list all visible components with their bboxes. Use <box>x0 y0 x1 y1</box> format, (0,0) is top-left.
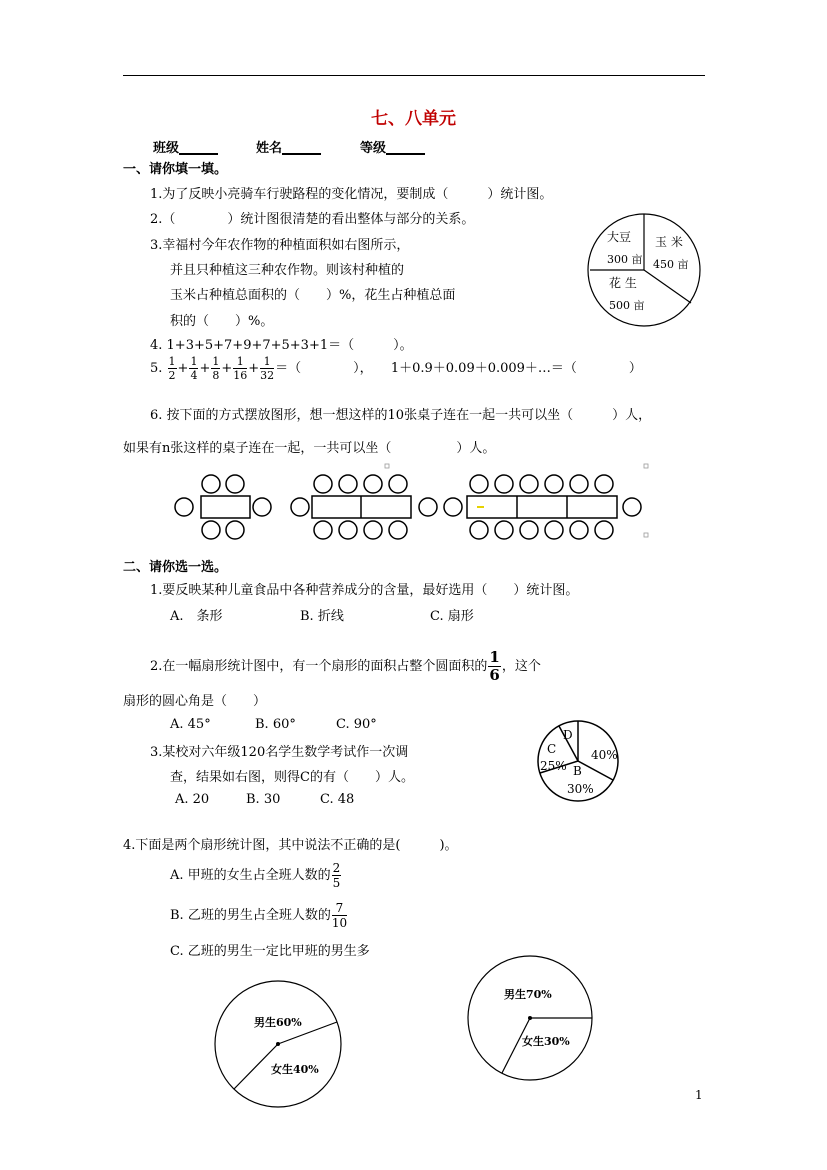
table-group-2 <box>291 475 437 539</box>
s1-question-3-line1: 3.幸福村今年农作物的种植面积如右图所示， <box>150 238 410 253</box>
crop-soybean-name: 大豆 <box>607 230 632 244</box>
q5-frac-2-num: 1 <box>190 355 198 368</box>
header-rule <box>123 75 705 76</box>
q5-frac-3-num: 1 <box>212 355 220 368</box>
grade-label: 等级 <box>360 141 387 156</box>
s2-question-2-line2: 扇形的圆心角是（ ） <box>123 694 267 709</box>
table-group-3 <box>444 475 641 539</box>
s2-q4-a-fraction <box>332 862 342 889</box>
crop-corn-area: 450 亩 <box>653 258 689 271</box>
class-b-boys-label: 男生70% <box>504 988 552 1001</box>
q5-frac-5-num: 1 <box>260 356 274 369</box>
grade-pie-c-pct: 25% <box>540 759 567 773</box>
s2-q4-option-c: C. 乙班的男生一定比甲班的男生多 <box>170 944 370 959</box>
q5-frac-1 <box>168 356 177 381</box>
s2-q2-text-end: ，这个 <box>501 659 541 674</box>
crop-corn-name: 玉 米 <box>655 235 683 249</box>
tables-diagram <box>170 462 660 542</box>
s2-q4-a-text: A. 甲班的女生占全班人数的 <box>170 868 331 883</box>
q5-plus-4: + <box>248 361 260 376</box>
resize-handle <box>385 464 389 468</box>
s2-q2-fraction <box>488 650 500 683</box>
s2-q2-option-b: B. 60° <box>255 717 296 732</box>
crop-soybean-area: 300 亩 <box>607 253 643 266</box>
grade-pie-c-label: C <box>547 742 557 756</box>
grade-pie-d-label: D <box>563 728 573 742</box>
q5-mid: ＝（ ）， <box>275 361 373 376</box>
s2-question-3-line2: 查，结果如右图，则得C的有（ ）人。 <box>170 770 414 785</box>
name-blank: ______ <box>282 141 322 156</box>
class-field <box>153 137 218 156</box>
grade-pie-b-label: B <box>573 764 582 778</box>
crop-peanut-name: 花 生 <box>609 276 637 290</box>
grade-blank: ______ <box>386 141 426 156</box>
s2-q3-option-a: A. 20 <box>175 792 210 807</box>
class-blank: ______ <box>179 141 219 156</box>
class-a-pie-center <box>276 1042 280 1046</box>
page-number: 1 <box>695 1088 703 1102</box>
s2-q4-a-num: 2 <box>332 861 341 875</box>
s1-question-3-line4: 积的（ ）%。 <box>170 314 274 329</box>
crop-pie-chart <box>585 208 705 332</box>
class-a-boys-label: 男生60% <box>254 1016 302 1029</box>
page-title: 七、八单元 <box>371 109 456 129</box>
q5-frac-4-den: 16 <box>233 369 248 382</box>
s1-question-3-line3: 玉米占种植总面积的（ ）%，花生占种植总面 <box>170 288 456 303</box>
s2-q4-b-text: B. 乙班的男生占全班人数的 <box>170 908 331 923</box>
s2-q4-b-num: 7 <box>332 902 347 916</box>
q5-frac-5 <box>260 356 274 381</box>
class-b-pie-center <box>528 1016 532 1020</box>
s2-q4-a-den: 5 <box>332 876 341 890</box>
class-a-pie-chart <box>212 976 348 1112</box>
grade-pie-a-pct: 40% <box>591 748 618 762</box>
q5-prefix: 5. <box>150 361 163 376</box>
s2-q1-option-b: B. 折线 <box>300 609 344 624</box>
s2-q4-b-den: 10 <box>331 916 348 930</box>
table-group-1 <box>175 475 271 539</box>
q5-frac-2-den: 4 <box>190 369 198 382</box>
s2-q2-option-c: C. 90° <box>336 717 377 732</box>
grade-pie-chart <box>533 718 623 804</box>
s1-question-3-line2: 并且只种植这三种农作物。则该村种植的 <box>170 263 405 278</box>
s1-question-6-line1: 6. 按下面的方式摆放图形，想一想这样的10张桌子连在一起一共可以坐（ ）人， <box>150 408 652 423</box>
q5-frac-5-den: 32 <box>260 369 275 382</box>
s2-q4-option-a <box>170 862 342 889</box>
s2-q4-b-fraction <box>332 902 347 929</box>
resize-handle <box>644 533 648 537</box>
s1-question-2: 2.（ ）统计图很清楚的看出整体与部分的关系。 <box>150 212 475 227</box>
section1-heading: 一、请你填一填。 <box>123 162 228 177</box>
q5-frac-1-den: 2 <box>168 369 176 382</box>
crop-peanut-area: 500 亩 <box>609 299 645 312</box>
s2-question-3-line1: 3.某校对六年级120名学生数学考试作一次调 <box>150 745 409 760</box>
section2-heading: 二、请你选一选。 <box>123 560 228 575</box>
s2-question-2-line1 <box>150 650 541 683</box>
q5-frac-3-den: 8 <box>212 369 220 382</box>
s2-q2-text: 2.在一幅扇形统计图中，有一个扇形的面积占整个圆面积的 <box>150 659 488 674</box>
s1-question-1: 1.为了反映小亮骑车行驶路程的变化情况，要制成（ ）统计图。 <box>150 187 553 202</box>
s1-question-4: 4. 1+3+5+7+9+7+5+3+1＝（ ）。 <box>150 338 413 353</box>
q5-plus-3: + <box>221 361 233 376</box>
q5-frac-2 <box>189 356 198 381</box>
grade-field <box>360 137 425 156</box>
q5-frac-1-num: 1 <box>168 355 176 368</box>
q5-second: 1＋0.9＋0.09＋0.009＋…＝（ ） <box>390 361 642 376</box>
q5-frac-4 <box>233 356 247 381</box>
s2-q3-option-c: C. 48 <box>320 792 355 807</box>
s2-q2-frac-num: 1 <box>489 648 500 666</box>
class-b-girls-label: 女生30% <box>522 1035 570 1048</box>
q5-frac-4-num: 1 <box>233 356 247 369</box>
q5-frac-3 <box>211 356 220 381</box>
name-label: 姓名 <box>256 141 283 156</box>
name-field <box>256 137 321 156</box>
s1-question-5 <box>150 356 642 381</box>
class-label: 班级 <box>153 141 180 156</box>
s2-q2-option-a: A. 45° <box>170 717 211 732</box>
s2-q4-option-b <box>170 902 348 929</box>
q5-plus-1: + <box>177 361 189 376</box>
q5-plus-2: + <box>199 361 211 376</box>
s2-q3-option-b: B. 30 <box>246 792 281 807</box>
grade-pie-b-pct: 30% <box>567 782 594 796</box>
s2-q2-frac-den: 6 <box>489 666 500 684</box>
class-a-girls-label: 女生40% <box>271 1063 319 1076</box>
s2-question-4: 4.下面是两个扇形统计图，其中说法不正确的是( )。 <box>123 838 458 853</box>
s2-q1-option-c: C. 扇形 <box>430 609 474 624</box>
s2-question-1: 1.要反映某种儿童食品中各种营养成分的含量，最好选用（ ）统计图。 <box>150 583 579 598</box>
s1-question-6-line2: 如果有n张这样的桌子连在一起，一共可以坐（ ）人。 <box>123 441 496 456</box>
s2-q1-option-a: A. 条形 <box>170 609 223 624</box>
class-b-pie-chart <box>462 954 600 1082</box>
resize-handle <box>644 464 648 468</box>
